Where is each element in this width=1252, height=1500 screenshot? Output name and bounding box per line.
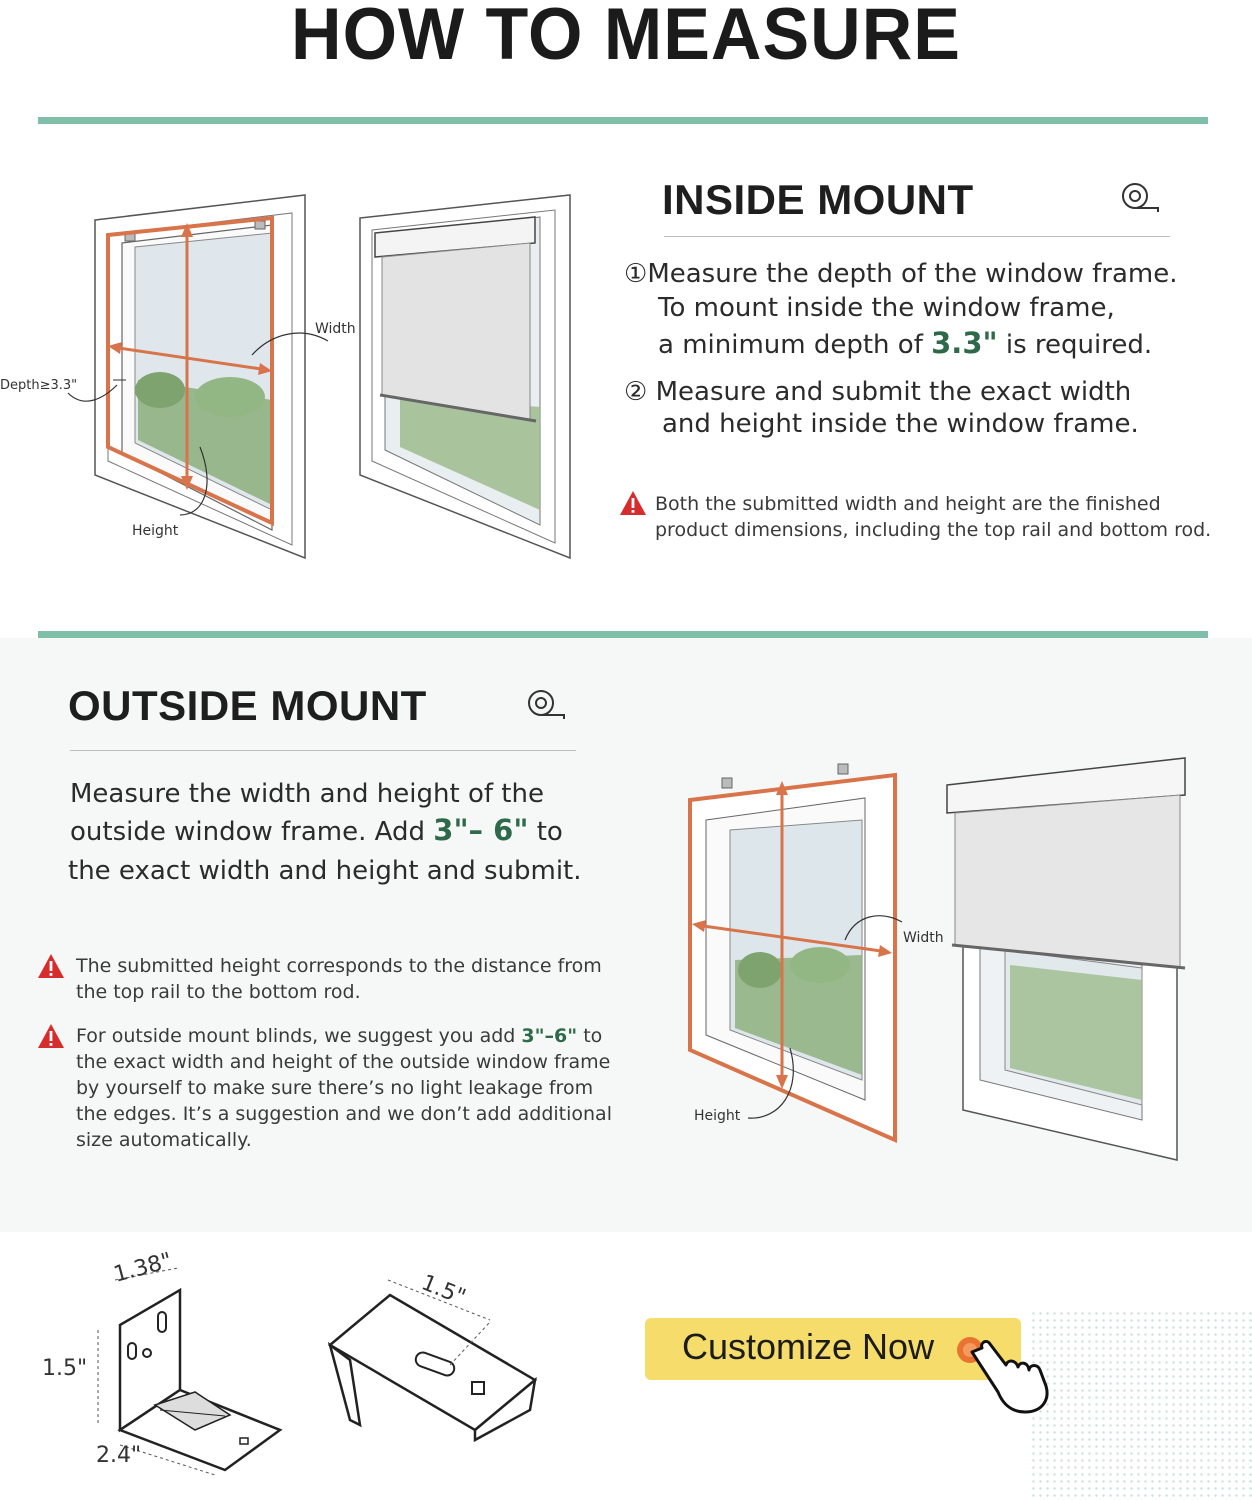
outside-note-2-line-4: the edges. It’s a suggestion and we don’t add additional bbox=[76, 1103, 612, 1125]
inside-step-1-line-3 bbox=[658, 325, 1152, 363]
tape-measure-icon bbox=[526, 688, 568, 722]
inside-step-2 bbox=[624, 374, 1131, 410]
bracket-1-side-dim: 1.5" bbox=[42, 1356, 88, 1381]
outside-mount-title: OUTSIDE MOUNT bbox=[68, 682, 427, 729]
inside-note-line-2: product dimensions, including the top rail and bottom rod. bbox=[655, 519, 1212, 541]
inside-title-rule bbox=[664, 236, 1170, 237]
inside-width-label: Width bbox=[315, 321, 356, 337]
outside-note-2 bbox=[76, 1023, 612, 1153]
inside-note bbox=[655, 491, 1211, 543]
warning-icon bbox=[619, 490, 647, 516]
outside-height-label: Height bbox=[694, 1108, 741, 1124]
outside-desc-suffix: to bbox=[536, 817, 563, 847]
note-2-suffix: to bbox=[583, 1025, 603, 1047]
warning-icon bbox=[37, 1023, 65, 1049]
inside-mount-diagram bbox=[0, 185, 600, 570]
inside-step-1-line-2: To mount inside the window frame, bbox=[658, 293, 1115, 323]
tape-measure-icon bbox=[1120, 181, 1162, 215]
inside-mount-title: INSIDE MOUNT bbox=[662, 176, 974, 223]
decorative-halftone bbox=[1030, 1310, 1252, 1500]
outside-desc-text: outside window frame. Add bbox=[70, 817, 425, 847]
outside-width-label: Width bbox=[903, 930, 944, 946]
section-divider bbox=[38, 631, 1208, 638]
min-depth-suffix: is required. bbox=[1005, 330, 1153, 360]
outside-mount-diagram bbox=[640, 750, 1200, 1170]
outside-add-value: 3"– 6" bbox=[433, 813, 529, 847]
outside-note-1-line-1: The submitted height corresponds to the distance from bbox=[76, 955, 602, 977]
note-2-text: For outside mount blinds, we suggest you add bbox=[76, 1025, 516, 1047]
step-2-number: ② bbox=[624, 377, 648, 407]
note-2-value: 3"–6" bbox=[521, 1025, 578, 1047]
mounting-brackets-diagram bbox=[30, 1240, 590, 1485]
bracket-1-bottom-dim: 2.4" bbox=[96, 1443, 142, 1468]
clip-bracket-illustration bbox=[330, 1280, 535, 1440]
step-1-number: ① bbox=[624, 259, 648, 289]
inside-step-1 bbox=[624, 256, 1177, 292]
page-title: HOW TO MEASURE bbox=[291, 0, 961, 75]
min-depth-text: a minimum depth of bbox=[658, 330, 923, 360]
step-1-line-1: Measure the depth of the window frame. bbox=[647, 259, 1178, 289]
outside-note-2-line-2: the exact width and height of the outside window frame bbox=[76, 1051, 611, 1073]
section-divider bbox=[38, 117, 1208, 124]
bracket-2-top-dim: 1.5" bbox=[417, 1270, 469, 1311]
outside-desc-line-2 bbox=[70, 812, 563, 850]
warning-icon bbox=[37, 953, 65, 979]
inside-depth-label: Depth≥3.3" bbox=[0, 378, 78, 393]
inside-height-label: Height bbox=[132, 523, 179, 539]
outside-desc-line-1: Measure the width and height of the bbox=[70, 779, 544, 809]
inside-step-2-line-2: and height inside the window frame. bbox=[662, 409, 1139, 439]
bracket-1-top-dim: 1.38" bbox=[111, 1248, 175, 1288]
hand-pointer-icon[interactable] bbox=[950, 1330, 1060, 1420]
outside-title-rule bbox=[70, 750, 576, 751]
step-2-line-1: Measure and submit the exact width bbox=[655, 377, 1132, 407]
outside-note-1 bbox=[76, 953, 602, 1005]
inside-note-line-1: Both the submitted width and height are the finished bbox=[655, 493, 1161, 515]
outside-desc-line-3: the exact width and height and submit. bbox=[68, 856, 582, 886]
outside-note-2-line-5: size automatically. bbox=[76, 1129, 252, 1151]
customize-now-label[interactable]: Customize Now bbox=[682, 1326, 935, 1367]
outside-note-1-line-2: the top rail to the bottom rod. bbox=[76, 981, 361, 1003]
outside-note-2-line-1 bbox=[76, 1023, 612, 1049]
outside-note-2-line-3: by yourself to make sure there’s no light leakage from bbox=[76, 1077, 594, 1099]
min-depth-value: 3.3" bbox=[931, 326, 998, 360]
